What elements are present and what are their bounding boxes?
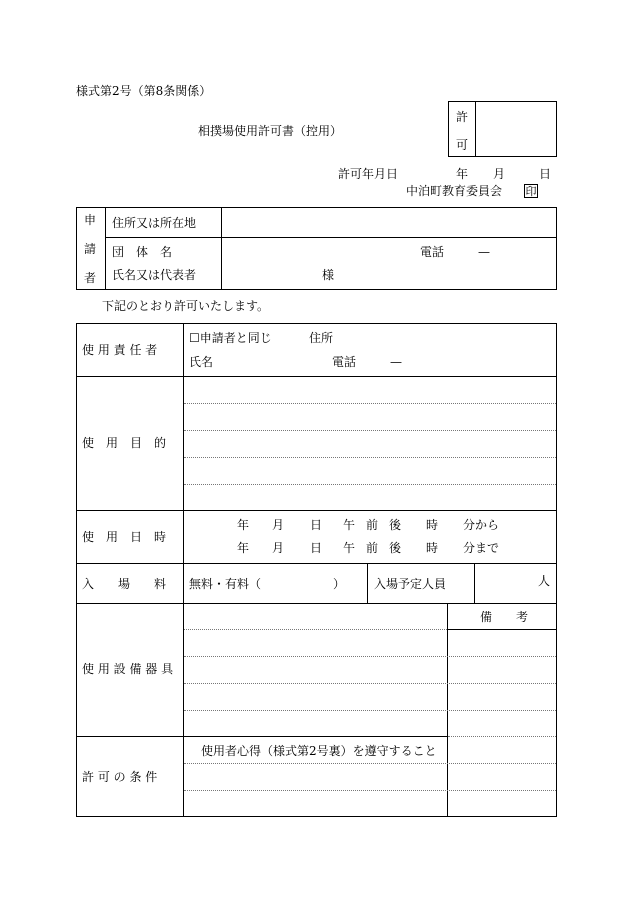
document-title: 相撲場使用許可書（控用） [198, 124, 343, 138]
start-noon: 午 [343, 518, 356, 532]
purpose-label: 使 用 目 的 [82, 436, 167, 450]
start-before: 前 [366, 518, 379, 532]
permit-box-label-bottom: 可 [456, 138, 469, 152]
end-minute-to: 分まで [463, 541, 500, 555]
responsible-address-label: 住所 [309, 331, 334, 345]
responsible-label: 使 用 責 任 者 [82, 343, 158, 357]
intro-text: 下記のとおり許可いたします。 [102, 299, 270, 313]
responsible-phone-dash: — [390, 355, 402, 369]
seal-mark: 印 [525, 185, 537, 198]
end-before: 前 [366, 541, 379, 555]
start-day: 日 [310, 518, 323, 532]
conditions-label: 許 可 の 条 件 [82, 770, 158, 784]
attendance-label: 入場予定人員 [374, 577, 447, 591]
honorific: 様 [322, 268, 335, 282]
permit-date-label: 許可年月日 [338, 167, 399, 181]
permit-box-label-top: 許 [456, 110, 469, 124]
start-after: 後 [389, 518, 402, 532]
issuer-name: 中泊町教育委員会 [406, 184, 503, 198]
group-name-label: 団 体 名 [112, 245, 173, 259]
equipment-label: 使 用 設 備 器 具 [82, 662, 174, 676]
permit-date-year: 年 [456, 167, 469, 181]
end-year: 年 [237, 541, 250, 555]
end-after: 後 [389, 541, 402, 555]
representative-label: 氏名又は代表者 [112, 268, 197, 282]
start-hour: 時 [426, 518, 439, 532]
person-unit: 人 [538, 574, 551, 588]
end-noon: 午 [343, 541, 356, 555]
applicant-phone-dash: — [478, 245, 490, 259]
applicant-side-3: 者 [84, 271, 97, 285]
end-hour: 時 [426, 541, 439, 555]
conditions-text: 使用者心得（様式第2号裏）を遵守すること [201, 744, 437, 758]
permit-date-day: 日 [539, 167, 552, 181]
fee-value: 無料・有料（ ） [189, 577, 346, 591]
start-month: 月 [272, 518, 285, 532]
responsible-name-label: 氏名 [189, 355, 214, 369]
start-year: 年 [237, 518, 250, 532]
fee-label: 入 場 料 [82, 577, 167, 591]
address-label: 住所又は所在地 [112, 216, 197, 230]
responsible-phone-label: 電話 [332, 355, 357, 369]
form-number: 様式第2号（第8条関係） [76, 84, 212, 98]
end-month: 月 [272, 541, 285, 555]
same-as-applicant-checkbox[interactable]: ☐申請者と同じ [189, 331, 272, 345]
datetime-label: 使 用 日 時 [82, 530, 167, 544]
main-table [76, 323, 557, 817]
permit-box-divider [475, 101, 476, 157]
applicant-side-2: 請 [84, 242, 97, 256]
start-minute-from: 分から [463, 518, 500, 532]
permit-date-month: 月 [493, 167, 506, 181]
applicant-phone-label: 電話 [420, 245, 445, 259]
applicant-side-1: 申 [84, 213, 97, 227]
remarks-label: 備 考 [480, 610, 529, 624]
end-day: 日 [310, 541, 323, 555]
